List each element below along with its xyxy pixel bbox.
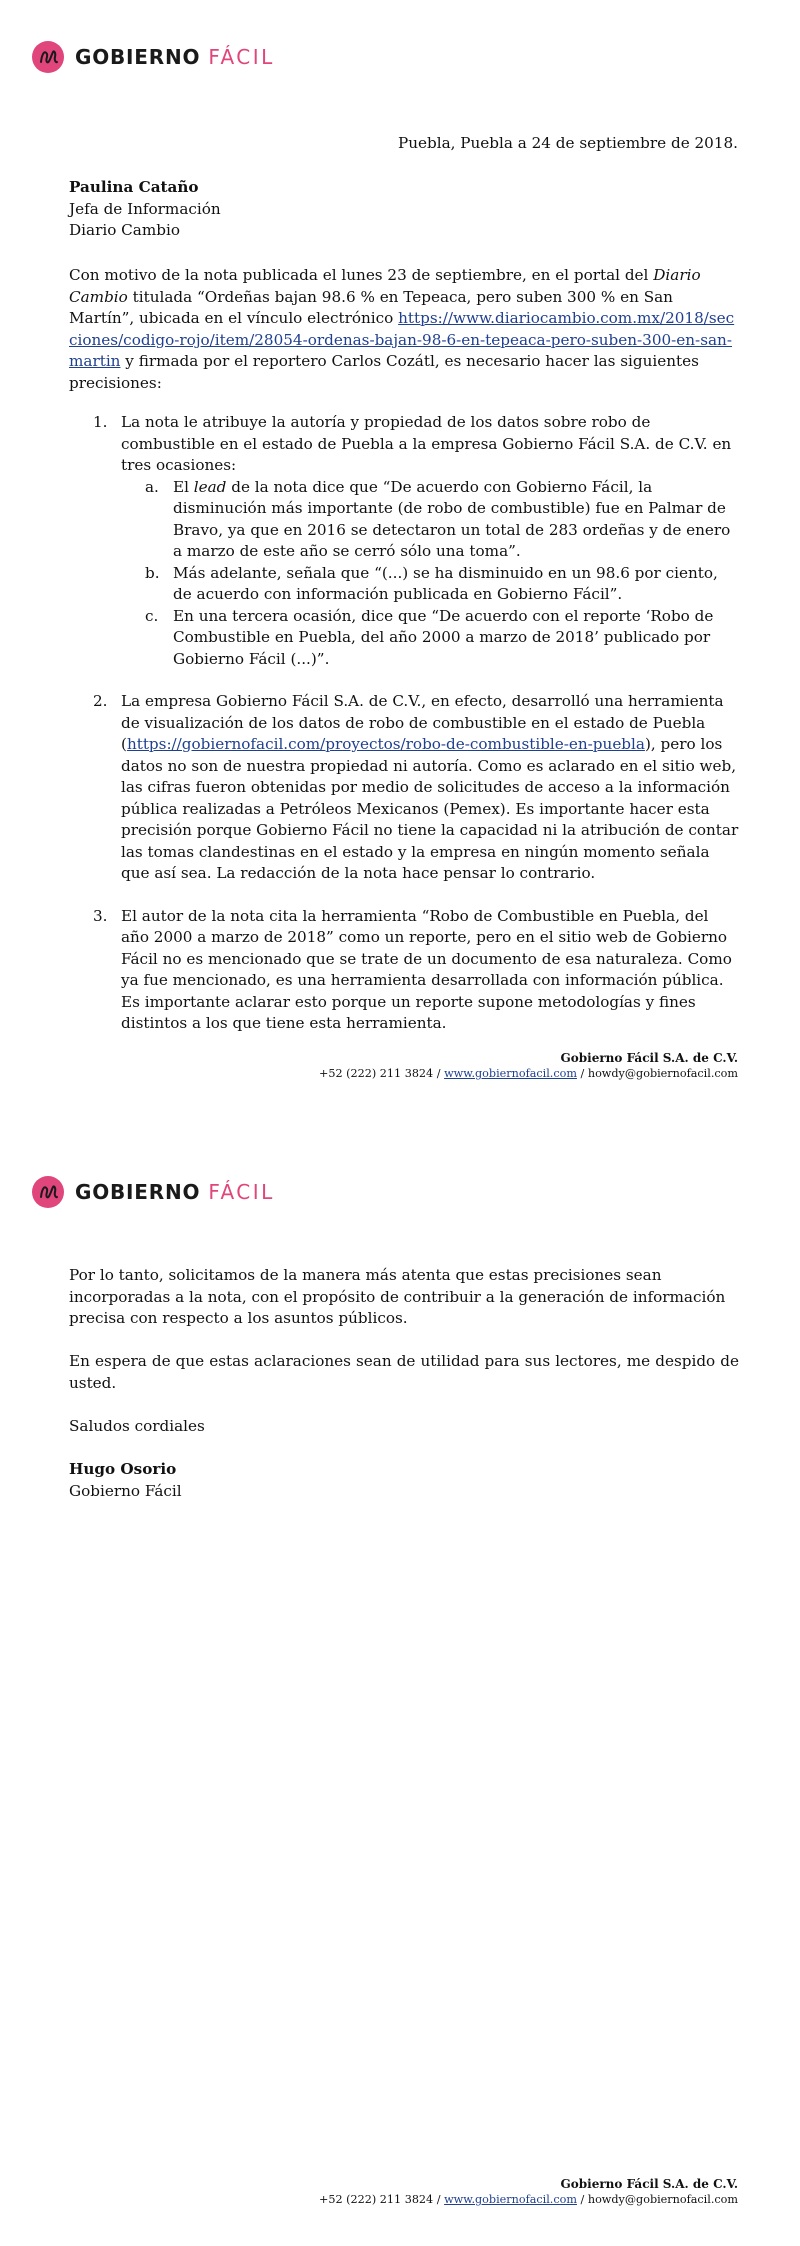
sub-list [121,477,739,671]
footer-separator: / [576,2193,588,2206]
brand-logo-icon [32,1176,64,1208]
precisions-list [69,412,739,1056]
article-link[interactable]: https://www.diariocambio.com.mx/2018/secciones/codigo-rojo/item/28054-ordenas-bajan-98-6-en-tepeaca-pero-suben-300-en-san-martin [69,309,735,370]
page-footer [319,1050,738,1082]
footer-separator: / [433,2193,445,2206]
dateline: Puebla, Puebla a 24 de septiembre de 2018. [398,134,738,152]
list-number: 3. [93,906,108,925]
recipient-title: Jefa de Información [69,199,221,218]
list-item [69,412,739,670]
header-logo [32,40,275,74]
brand-name-bold: GOBIERNO [75,1180,201,1204]
intro-text-1: Con motivo de la nota publicada el lunes 23 de septiembre, en el portal del [69,266,654,284]
footer-email: howdy@gobiernofacil.com [587,1067,738,1080]
recipient-block [69,177,221,242]
letter-page-2 [0,1123,800,2246]
footer-company: Gobierno Fácil S.A. de C.V. [560,2177,738,2191]
footer-website-link[interactable]: www.gobiernofacil.com [444,2193,577,2206]
footer-company: Gobierno Fácil S.A. de C.V. [560,1051,738,1065]
intro-text-3: y firmada por el reportero Carlos Cozátl, es necesario hacer las siguientes precisiones: [69,352,699,392]
project-link[interactable]: https://gobiernofacil.com/proyectos/robo-de-combustible-en-puebla [126,735,645,753]
sub-point-text: Más adelante, señala que “(...) se ha disminuido en un 98.6 por ciento, de acuerdo con información publicada en Gobierno Fácil”. [173,563,718,603]
signer-organization: Gobierno Fácil [69,1481,182,1500]
sub-list-letter: a. [145,477,159,496]
regards-line: Saludos cordiales [69,1417,205,1435]
sub-list-item [121,563,739,606]
point-text: La nota le atribuye la autoría y propiedad de los datos sobre robo de combustible en el estado de Puebla a la empresa Gobierno Fácil S.A. de C.V. en tres ocasiones: [121,413,732,474]
brand-name-light: FÁCIL [208,45,275,69]
list-item [69,906,739,1035]
point-text-pre: La empresa Gobierno Fácil S.A. de C.V., en efecto, desarrolló una herramienta de visualización de los datos de robo de combustible en el estado de Puebla ( [121,692,724,753]
sub-list-letter: c. [145,606,159,625]
list-item [69,691,739,885]
page-footer [319,2176,738,2208]
point-text-post: ), pero los datos no son de nuestra propiedad ni autoría. Como es aclarado en el sitio web, las cifras fueron obtenidas por medio de solicitudes de acceso a la información pública realizadas a Petróleos Mexicanos (Pemex). Es importante hacer esta precisión porque Gobierno Fácil no tiene la capacidad ni la atribución de contar las tomas clandestinas en el estado y la empresa en ningún momento señala que así sea. La redacción de la nota hace pensar lo contrario. [121,735,739,882]
sub-point-pre: El [173,477,194,496]
footer-separator: / [433,1067,445,1080]
list-number: 2. [93,692,108,710]
brand-name-bold: GOBIERNO [75,45,201,69]
request-paragraph: Por lo tanto, solicitamos de la manera más atenta que estas precisiones sean incorporadas a la nota, con el propósito de contribuir a la generación de información precisa con respecto a los asuntos públicos. [69,1266,726,1327]
intro-outlet-name: Diario Cambio [69,266,701,306]
footer-phone: +52 (222) 211 3824 [318,2193,434,2206]
footer-email: howdy@gobiernofacil.com [587,2193,738,2206]
sub-point-text: de la nota dice que “De acuerdo con Gobierno Fácil, la disminución más importante (de robo de combustible) fue en Palmar de Bravo, ya que en 2016 se detectaron un total de 283 ordeñas y de enero a marzo de este año se cerró sólo una toma”. [173,477,731,560]
header-logo [32,1175,275,1209]
intro-text-2: titulada “Ordeñas bajan 98.6 % en Tepeaca, pero suben 300 % en San Martín”, ubicada en el vínculo electrónico [69,287,673,327]
point-text: El autor de la nota cita la herramienta “Robo de Combustible en Puebla, del año 2000 a marzo de 2018” como un reporte, pero en el sitio web de Gobierno Fácil no es mencionado que se trate de un documento de esa naturaleza. Como ya fue mencionado, es una herramienta desarrollada con información pública. Es importante aclarar esto porque un reporte supone metodologías y fines distintos a los que tiene esta herramienta. [121,906,732,1032]
list-number: 1. [93,413,108,431]
footer-contact [319,1066,738,1082]
intro-paragraph [69,265,739,394]
sub-list-letter: b. [145,563,160,582]
signature-block [69,1459,739,1502]
recipient-name: Paulina Cataño [69,178,199,196]
signer-name: Hugo Osorio [69,1460,177,1478]
footer-separator: / [576,1067,588,1080]
brand-logo-icon [32,41,64,73]
footer-phone: +52 (222) 211 3824 [318,1067,434,1080]
sub-point-emphasis: lead [193,477,227,496]
sub-list-item [121,477,739,563]
sub-point-text: En una tercera ocasión, dice que “De acuerdo con el reporte ‘Robo de Combustible en Puebla, del año 2000 a marzo de 2018’ publicado por Gobierno Fácil (...)”. [173,606,714,668]
footer-contact [319,2192,738,2208]
farewell-paragraph: En espera de que estas aclaraciones sean de utilidad para sus lectores, me despido de usted. [69,1352,739,1392]
sub-list-item [121,606,739,671]
recipient-organization: Diario Cambio [69,221,180,239]
brand-name-light: FÁCIL [208,1180,275,1204]
footer-website-link[interactable]: www.gobiernofacil.com [444,1067,577,1080]
